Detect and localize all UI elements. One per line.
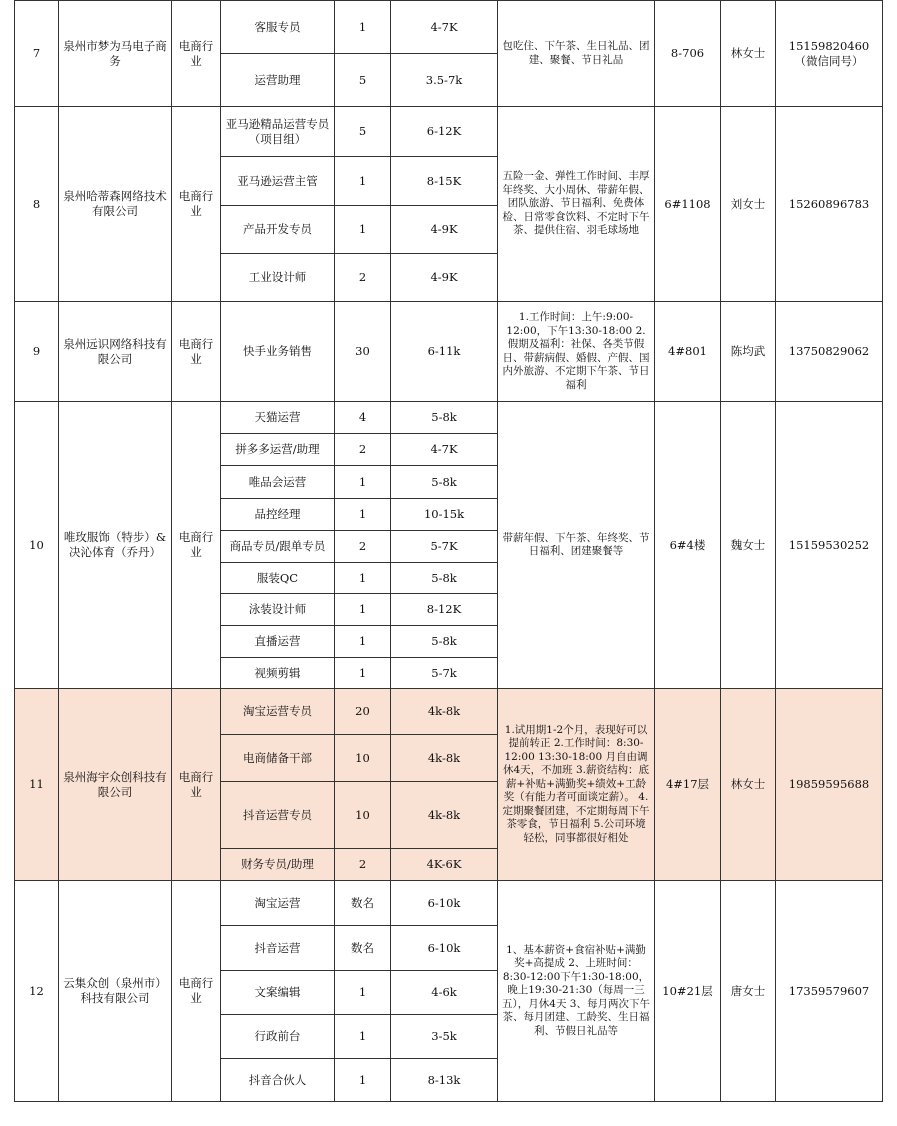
headcount-cell: 1 <box>335 563 391 594</box>
headcount-cell: 数名 <box>335 881 391 926</box>
job-title-cell: 运营助理 <box>221 54 335 107</box>
location-cell: 8-706 <box>655 1 721 107</box>
job-title-cell: 客服专员 <box>221 1 335 54</box>
headcount-cell: 30 <box>335 302 391 402</box>
table-row <box>15 107 883 157</box>
salary-cell: 4K-6K <box>391 849 498 881</box>
table-row <box>15 881 883 926</box>
salary-cell: 4-7K <box>391 434 498 466</box>
phone-cell: 15260896783 <box>776 107 883 302</box>
job-title-cell: 抖音合伙人 <box>221 1059 335 1102</box>
job-title-cell: 工业设计师 <box>221 254 335 302</box>
contact-person-cell: 林女士 <box>721 689 776 881</box>
job-title-cell: 服装QC <box>221 563 335 594</box>
salary-cell: 8-12K <box>391 594 498 626</box>
headcount-cell: 数名 <box>335 926 391 971</box>
headcount-cell: 1 <box>335 206 391 254</box>
salary-cell: 4-9K <box>391 206 498 254</box>
industry-cell: 电商行业 <box>172 107 221 302</box>
job-title-cell: 商品专员/跟单专员 <box>221 531 335 563</box>
job-title-cell: 直播运营 <box>221 626 335 658</box>
benefits-cell: 五险一金、弹性工作时间、丰厚年终奖、大小周休、带薪年假、团队旅游、节日福利、免费体检、日常零食饮料、不定时下午茶、提供住宿、羽毛球场地 <box>498 107 655 302</box>
job-title-cell: 行政前台 <box>221 1015 335 1059</box>
company-name-cell: 云集众创（泉州市）科技有限公司 <box>59 881 172 1102</box>
headcount-cell: 1 <box>335 499 391 531</box>
industry-cell: 电商行业 <box>172 689 221 881</box>
company-name-cell: 泉州市梦为马电子商务 <box>59 1 172 107</box>
benefits-cell: 1.试用期1-2个月，表现好可以提前转正 2.工作时间：8:30-12:00 13:30-18:00 月自由调休4天，不加班 3.薪资结构：底薪+补贴+满勤奖+绩效+工龄奖（有能力者可面谈定薪）。 4.定期聚餐团建，不定期每周下午茶零食，节日福利 5.公司环境轻松，同事都很好相处 <box>498 689 655 881</box>
row-number-cell: 10 <box>15 402 59 689</box>
job-title-cell: 淘宝运营专员 <box>221 689 335 735</box>
table-row <box>15 402 883 434</box>
salary-cell: 4k-8k <box>391 782 498 849</box>
headcount-cell: 2 <box>335 254 391 302</box>
job-title-cell: 快手业务销售 <box>221 302 335 402</box>
headcount-cell: 1 <box>335 626 391 658</box>
job-title-cell: 拼多多运营/助理 <box>221 434 335 466</box>
headcount-cell: 1 <box>335 1059 391 1102</box>
job-title-cell: 亚马逊精品运营专员（项目组） <box>221 107 335 157</box>
company-name-cell: 泉州哈蒂森网络技术有限公司 <box>59 107 172 302</box>
contact-person-cell: 陈均武 <box>721 302 776 402</box>
benefits-cell: 带薪年假、下午茶、年终奖、节日福利、团建聚餐等 <box>498 402 655 689</box>
phone-cell: 19859595688 <box>776 689 883 881</box>
headcount-cell: 1 <box>335 1 391 54</box>
company-name-cell: 泉州海宇众创科技有限公司 <box>59 689 172 881</box>
company-name-cell: 唯玫服饰（特步）& 决沁体育（乔丹） <box>59 402 172 689</box>
job-title-cell: 亚马逊运营主管 <box>221 157 335 206</box>
headcount-cell: 1 <box>335 1015 391 1059</box>
headcount-cell: 2 <box>335 531 391 563</box>
salary-cell: 4k-8k <box>391 689 498 735</box>
job-title-cell: 泳装设计师 <box>221 594 335 626</box>
headcount-cell: 1 <box>335 157 391 206</box>
salary-cell: 3.5-7k <box>391 54 498 107</box>
location-cell: 6#4楼 <box>655 402 721 689</box>
row-number-cell: 8 <box>15 107 59 302</box>
job-title-cell: 文案编辑 <box>221 971 335 1015</box>
job-title-cell: 财务专员/助理 <box>221 849 335 881</box>
headcount-cell: 1 <box>335 466 391 499</box>
salary-cell: 8-13k <box>391 1059 498 1102</box>
job-listing-table <box>14 0 883 1102</box>
headcount-cell: 20 <box>335 689 391 735</box>
salary-cell: 5-7K <box>391 531 498 563</box>
job-title-cell: 电商储备干部 <box>221 735 335 782</box>
industry-cell: 电商行业 <box>172 302 221 402</box>
contact-person-cell: 刘女士 <box>721 107 776 302</box>
salary-cell: 6-11k <box>391 302 498 402</box>
headcount-cell: 2 <box>335 849 391 881</box>
location-cell: 6#1108 <box>655 107 721 302</box>
table-row <box>15 302 883 402</box>
table-row <box>15 689 883 735</box>
job-title-cell: 抖音运营 <box>221 926 335 971</box>
headcount-cell: 4 <box>335 402 391 434</box>
headcount-cell: 1 <box>335 658 391 689</box>
headcount-cell: 10 <box>335 735 391 782</box>
contact-person-cell: 魏女士 <box>721 402 776 689</box>
salary-cell: 6-12K <box>391 107 498 157</box>
phone-cell: 17359579607 <box>776 881 883 1102</box>
job-title-cell: 抖音运营专员 <box>221 782 335 849</box>
contact-person-cell: 林女士 <box>721 1 776 107</box>
job-title-cell: 视频剪辑 <box>221 658 335 689</box>
row-number-cell: 9 <box>15 302 59 402</box>
phone-cell: 15159530252 <box>776 402 883 689</box>
headcount-cell: 2 <box>335 434 391 466</box>
benefits-cell: 包吃住、下午茶、生日礼品、团建、聚餐、节日礼品 <box>498 1 655 107</box>
job-title-cell: 产品开发专员 <box>221 206 335 254</box>
salary-cell: 4-7K <box>391 1 498 54</box>
table-body <box>15 1 883 1102</box>
job-title-cell: 品控经理 <box>221 499 335 531</box>
row-number-cell: 7 <box>15 1 59 107</box>
benefits-cell: 1、基本薪资+食宿补贴+满勤奖+高提成 2、上班时间：8:30-12:00下午1:30-18:00，晚上19:30-21:30（每周一三五），月休4天 3、每月两次下午茶、每月团建、工龄奖、生日福利、节假日礼品等 <box>498 881 655 1102</box>
headcount-cell: 1 <box>335 971 391 1015</box>
salary-cell: 5-8k <box>391 563 498 594</box>
table-row <box>15 1 883 54</box>
industry-cell: 电商行业 <box>172 1 221 107</box>
row-number-cell: 11 <box>15 689 59 881</box>
job-title-cell: 唯品会运营 <box>221 466 335 499</box>
salary-cell: 4-6k <box>391 971 498 1015</box>
contact-person-cell: 唐女士 <box>721 881 776 1102</box>
salary-cell: 5-7k <box>391 658 498 689</box>
row-number-cell: 12 <box>15 881 59 1102</box>
salary-cell: 5-8k <box>391 466 498 499</box>
salary-cell: 3-5k <box>391 1015 498 1059</box>
phone-cell: 13750829062 <box>776 302 883 402</box>
salary-cell: 4-9K <box>391 254 498 302</box>
salary-cell: 6-10k <box>391 881 498 926</box>
salary-cell: 6-10k <box>391 926 498 971</box>
salary-cell: 5-8k <box>391 626 498 658</box>
company-name-cell: 泉州远识网络科技有限公司 <box>59 302 172 402</box>
location-cell: 10#21层 <box>655 881 721 1102</box>
headcount-cell: 5 <box>335 107 391 157</box>
industry-cell: 电商行业 <box>172 881 221 1102</box>
industry-cell: 电商行业 <box>172 402 221 689</box>
job-title-cell: 淘宝运营 <box>221 881 335 926</box>
recruitment-table-container <box>14 0 883 1102</box>
job-title-cell: 天猫运营 <box>221 402 335 434</box>
benefits-cell: 1.工作时间：上午:9:00-12:00，下午13:30-18:00 2.假期及福利：社保、各类节假日、带薪病假、婚假、产假、国内外旅游、不定期下午茶、节日福利 <box>498 302 655 402</box>
salary-cell: 8-15K <box>391 157 498 206</box>
salary-cell: 10-15k <box>391 499 498 531</box>
phone-cell: 15159820460（微信同号） <box>776 1 883 107</box>
headcount-cell: 10 <box>335 782 391 849</box>
headcount-cell: 5 <box>335 54 391 107</box>
location-cell: 4#17层 <box>655 689 721 881</box>
salary-cell: 4k-8k <box>391 735 498 782</box>
headcount-cell: 1 <box>335 594 391 626</box>
salary-cell: 5-8k <box>391 402 498 434</box>
location-cell: 4#801 <box>655 302 721 402</box>
